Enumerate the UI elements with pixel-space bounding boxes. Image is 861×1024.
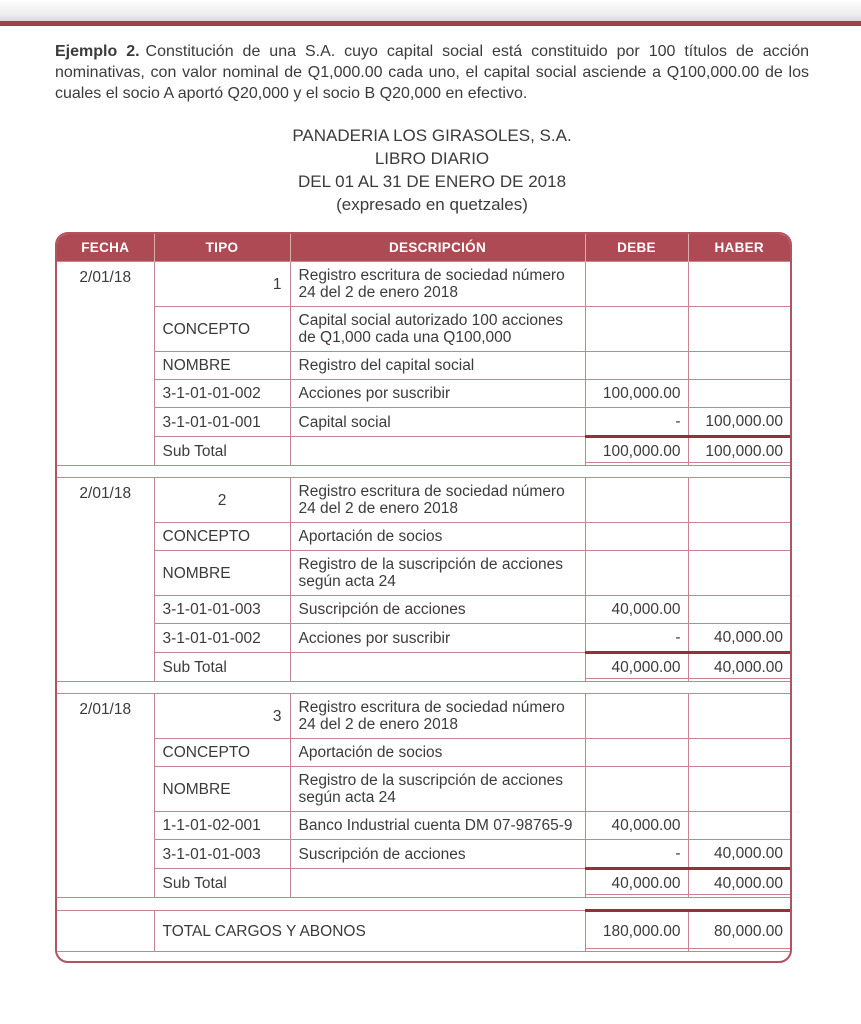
tipo-cell: 2 [154, 478, 290, 523]
debe-cell: - [585, 840, 688, 869]
debe-cell: 40,000.00 [585, 653, 688, 682]
table-row [57, 551, 790, 596]
journal-table-header [57, 234, 790, 262]
fecha-empty-cell [57, 911, 154, 952]
haber-cell [688, 694, 790, 739]
haber-cell [688, 307, 790, 352]
tipo-cell: NOMBRE [154, 551, 290, 596]
fecha-cell: 2/01/18 [57, 694, 154, 898]
table-row [57, 596, 790, 624]
table-row [57, 380, 790, 408]
debe-cell [585, 767, 688, 812]
table-row [57, 624, 790, 653]
tipo-cell: 3-1-01-01-002 [154, 624, 290, 653]
debe-cell: 100,000.00 [585, 380, 688, 408]
intro-text: Constitución de una S.A. cuyo capital social está constituido por 100 títulos de acción nominativas, con valor nominal de Q1,000.00 cada uno, el capital social asciende a Q100,000.00 de los cuales el socio A aportó Q20,000 y el socio B Q20,000 en efectivo. [55, 43, 809, 102]
book-title: LIBRO DIARIO [374, 149, 490, 168]
descripcion-cell: Registro escritura de sociedad número 24 del 2 de enero 2018 [290, 694, 585, 739]
descripcion-cell: Banco Industrial cuenta DM 07-98765-9 [290, 812, 585, 840]
descripcion-cell: Registro escritura de sociedad número 24 del 2 de enero 2018 [290, 262, 585, 307]
col-header-tipo: TIPO [154, 234, 290, 262]
haber-cell [688, 523, 790, 551]
haber-cell [688, 262, 790, 307]
descripcion-cell: Suscripción de acciones [290, 840, 585, 869]
tipo-cell: 3-1-01-01-003 [154, 840, 290, 869]
descripcion-cell: Registro escritura de sociedad número 24 del 2 de enero 2018 [290, 478, 585, 523]
haber-cell: 100,000.00 [688, 408, 790, 437]
table-row [57, 840, 790, 869]
haber-cell: 40,000.00 [688, 624, 790, 653]
block-spacer-cell [57, 466, 790, 478]
tipo-cell: NOMBRE [154, 767, 290, 812]
debe-cell [585, 352, 688, 380]
debe-cell [585, 739, 688, 767]
page-top-divider [0, 0, 861, 26]
subtotal-label-cell: Sub Total [154, 869, 290, 898]
debe-cell: - [585, 408, 688, 437]
descripcion-cell: Aportación de socios [290, 739, 585, 767]
tipo-cell: 3-1-01-01-002 [154, 380, 290, 408]
block-spacer-row [57, 898, 790, 911]
descripcion-cell: Acciones por suscribir [290, 380, 585, 408]
descripcion-cell: Registro de la suscripción de acciones según acta 24 [290, 551, 585, 596]
debe-cell [585, 694, 688, 739]
total-haber-cell: 80,000.00 [688, 911, 790, 952]
tipo-cell: 3-1-01-01-003 [154, 596, 290, 624]
tipo-cell: 1 [154, 262, 290, 307]
total-label-cell: TOTAL CARGOS Y ABONOS [154, 911, 585, 952]
subtotal-label-cell: Sub Total [154, 437, 290, 466]
debe-cell: 40,000.00 [585, 869, 688, 898]
haber-cell [688, 380, 790, 408]
period-line: DEL 01 AL 31 DE ENERO DE 2018 [297, 172, 567, 191]
haber-cell [688, 551, 790, 596]
table-row [57, 523, 790, 551]
header-row [57, 234, 790, 262]
subtotal-row [57, 437, 790, 466]
tipo-cell: CONCEPTO [154, 739, 290, 767]
total-debe-cell: 180,000.00 [585, 911, 688, 952]
table-row [57, 408, 790, 437]
descripcion-cell [290, 437, 585, 466]
intro-paragraph [55, 41, 809, 104]
block-spacer-cell [57, 682, 790, 694]
haber-cell [688, 478, 790, 523]
currency-note: (expresado en quetzales) [336, 195, 528, 214]
fecha-cell: 2/01/18 [57, 262, 154, 466]
col-header-descripcion: DESCRIPCIÓN [290, 234, 585, 262]
col-header-fecha: FECHA [57, 234, 154, 262]
descripcion-cell [290, 653, 585, 682]
journal-table-body [57, 262, 790, 962]
descripcion-cell: Registro de la suscripción de acciones según acta 24 [290, 767, 585, 812]
col-header-debe: DEBE [585, 234, 688, 262]
haber-cell [688, 352, 790, 380]
intro-label: Ejemplo 2. [55, 43, 140, 60]
block-spacer-cell [57, 898, 790, 911]
debe-cell: 40,000.00 [585, 596, 688, 624]
table-row [57, 694, 790, 739]
debe-cell: 100,000.00 [585, 437, 688, 466]
haber-cell: 40,000.00 [688, 653, 790, 682]
table-row [57, 767, 790, 812]
descripcion-cell: Acciones por suscribir [290, 624, 585, 653]
debe-cell [585, 478, 688, 523]
tipo-cell: CONCEPTO [154, 307, 290, 352]
descripcion-cell: Suscripción de acciones [290, 596, 585, 624]
haber-cell: 40,000.00 [688, 840, 790, 869]
table-row [57, 739, 790, 767]
descripcion-cell [290, 869, 585, 898]
debe-cell: 40,000.00 [585, 812, 688, 840]
tipo-cell: 3-1-01-01-001 [154, 408, 290, 437]
col-header-haber: HABER [688, 234, 790, 262]
block-spacer-row [57, 682, 790, 694]
table-row [57, 307, 790, 352]
fecha-cell: 2/01/18 [57, 478, 154, 682]
table-bottom-strip-cell [57, 952, 790, 962]
company-name: PANADERIA LOS GIRASOLES, S.A. [292, 126, 572, 145]
debe-cell [585, 307, 688, 352]
table-row [57, 262, 790, 307]
table-row [57, 352, 790, 380]
tipo-cell: CONCEPTO [154, 523, 290, 551]
haber-cell [688, 812, 790, 840]
debe-cell: - [585, 624, 688, 653]
haber-cell: 40,000.00 [688, 869, 790, 898]
block-spacer-row [57, 466, 790, 478]
descripcion-cell: Registro del capital social [290, 352, 585, 380]
document-heading [55, 124, 809, 216]
subtotal-row [57, 653, 790, 682]
page-content [0, 41, 861, 963]
journal-table [55, 232, 792, 963]
descripcion-cell: Capital social autorizado 100 acciones de Q1,000 cada una Q100,000 [290, 307, 585, 352]
table-bottom-strip [57, 952, 790, 962]
haber-cell [688, 739, 790, 767]
table-row [57, 478, 790, 523]
haber-cell: 100,000.00 [688, 437, 790, 466]
journal-table-grid [57, 234, 790, 961]
table-row [57, 812, 790, 840]
subtotal-row [57, 869, 790, 898]
debe-cell [585, 262, 688, 307]
haber-cell [688, 596, 790, 624]
total-row [57, 911, 790, 952]
tipo-cell: 3 [154, 694, 290, 739]
subtotal-label-cell: Sub Total [154, 653, 290, 682]
debe-cell [585, 551, 688, 596]
descripcion-cell: Aportación de socios [290, 523, 585, 551]
haber-cell [688, 767, 790, 812]
debe-cell [585, 523, 688, 551]
tipo-cell: NOMBRE [154, 352, 290, 380]
tipo-cell: 1-1-01-02-001 [154, 812, 290, 840]
descripcion-cell: Capital social [290, 408, 585, 437]
